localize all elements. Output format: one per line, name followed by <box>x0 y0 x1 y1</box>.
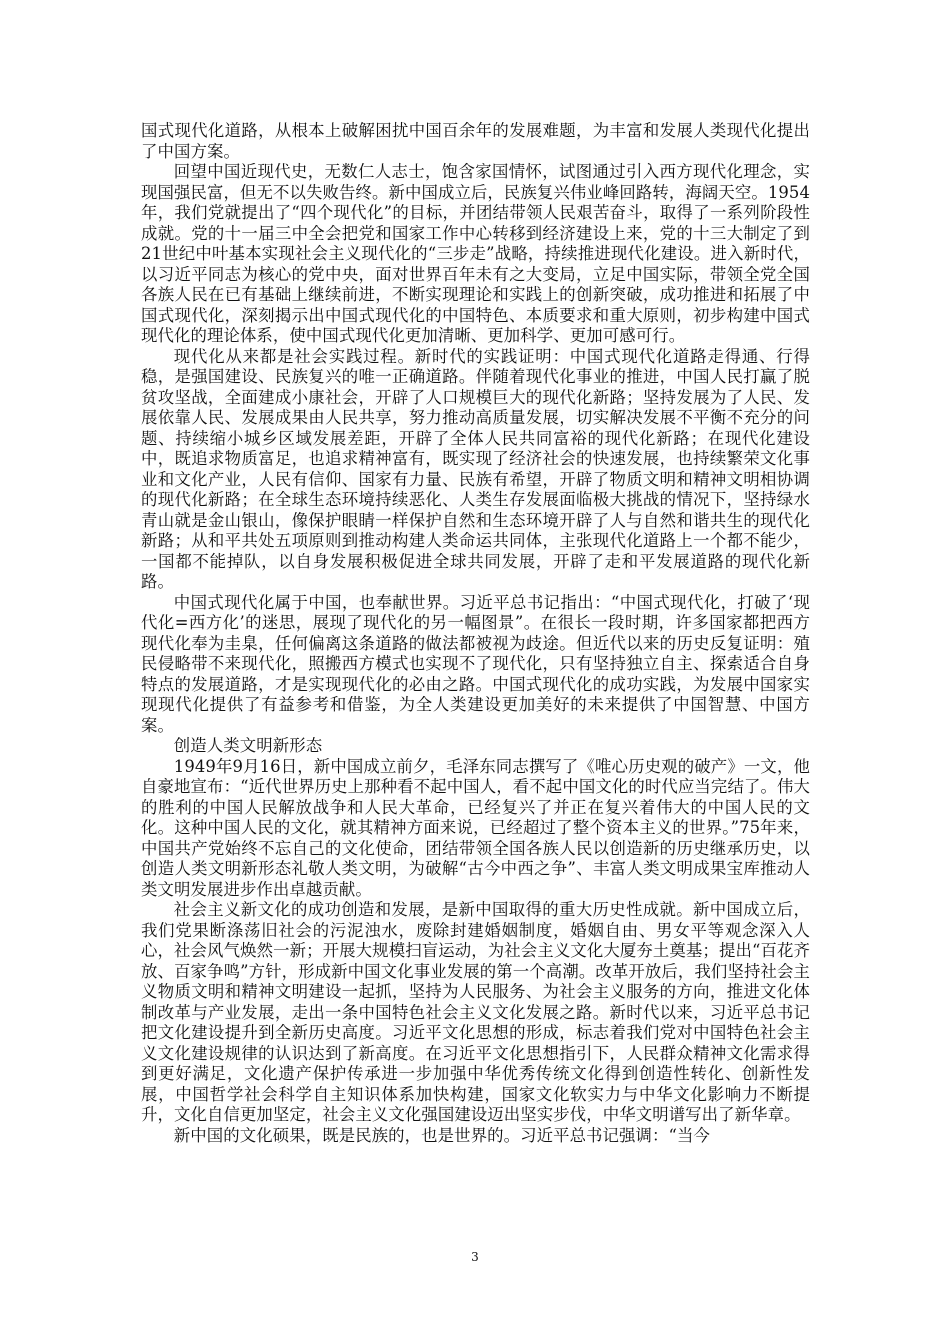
paragraph-modernization-history: 回望中国近现代史，无数仁人志士，饱含家国情怀，试图通过引入西方现代化理念，实现国强民富，但无不以失败告终。新中国成立后，民族复兴伟业峰回路转，海阔天空。1954年，我们党就提出了“四个现代化”的目标，并团结带领人民艰苦奋斗，取得了一系列阶段性成就。党的十一届三中全会把党和国家工作中心转移到经济建设上来，党的十三大制定了到21世纪中叶基本实现社会主义现代化的“三步走”战略，持续推进现代化建设。进入新时代，以习近平同志为核心的党中央，面对世界百年未有之大变局，立足中国实际，带领全党全国各族人民在已有基础上继续前进，不断实现理论和实践上的创新突破，成功推进和拓展了中国式现代化，深刻揭示出中国式现代化的中国特色、本质要求和重大原则，初步构建中国式现代化的理论体系，使中国式现代化更加清晰、更加科学、更加可感可行。 <box>141 162 810 345</box>
paragraph-cultural-achievements: 新中国的文化硕果，既是民族的，也是世界的。习近平总书记强调：“当今 <box>173 1125 710 1145</box>
paragraph-social-practice: 现代化从来都是社会实践过程。新时代的实践证明：中国式现代化道路走得通、行得稳，是强国建设、民族复兴的唯一正确道路。伴随着现代化事业的推进，中国人民打赢了脱贫攻坚战，全面建成小康社会，开辟了人口规模巨大的现代化新路；坚持发展为了人民、发展依靠人民、发展成果由人民共享，努力推动高质量发展，切实解决发展不平衡不充分的问题、持续缩小城乡区域发展差距，开辟了全体人民共同富裕的现代化新路；在现代化建设中，既追求物质富足，也追求精神富有，既实现了经济社会的快速发展，也持续繁荣文化事业和文化产业，人民有信仰、国家有力量、民族有希望，开辟了物质文明和精神文明相协调的现代化新路；在全球生态环境持续恶化、人类生存发展面临极大挑战的情况下，坚持绿水青山就是金山银山，像保护眼睛一样保护自然和生态环境开辟了人与自然和谐共生的现代化新路；从和平共处五项原则到推动构建人类命运共同体，主张现代化道路上一个都不能少，一国都不能掉队，以自身发展积极促进全球共同发展，开辟了走和平发展道路的现代化新路。 <box>141 346 810 591</box>
continuation-paragraph: 国式现代化道路，从根本上破解困扰中国百余年的发展难题，为丰富和发展人类现代化提出了中国方案。 <box>141 121 810 161</box>
page-number: 3 <box>471 1250 479 1264</box>
section-heading: 创造人类文明新形态 <box>173 736 323 755</box>
document-body <box>141 121 810 1146</box>
paragraph-world-contribution: 中国式现代化属于中国，也奉献世界。习近平总书记指出：“中国式现代化，打破了‘现代化=西方化’的迷思，展现了现代化的另一幅图景”。在很长一段时期，许多国家都把西方现代化奉为圭臬，任何偏离这条道路的做法都被视为歧途。但近代以来的历史反复证明：殖民侵略带不来现代化，照搬西方模式也实现不了现代化，只有坚持独立自主、探索适合自身特点的发展道路，才是实现现代化的必由之路。中国式现代化的成功实践，为发展中国家实现现代化提供了有益参考和借鉴，为全人类建设更加美好的未来提供了中国智慧、中国方案。 <box>141 592 810 735</box>
paragraph-socialist-culture: 社会主义新文化的成功创造和发展，是新中国取得的重大历史性成就。新中国成立后，我们党果断涤荡旧社会的污泥浊水，废除封建婚姻制度，婚姻自由、男女平等观念深入人心，社会风气焕然一新；开展大规模扫盲运动，为社会主义文化大厦夯土奠基；提出“百花齐放、百家争鸣”方针，形成新中国文化事业发展的第一个高潮。改革开放后，我们坚持社会主义物质文明和精神文明建设一起抓，坚持为人民服务、为社会主义服务的方向，推进文化体制改革与产业发展，走出一条中国特色社会主义文化发展之路。新时代以来，习近平总书记把文化建设提升到全新历史高度。习近平文化思想的形成，标志着我们党对中国特色社会主义文化建设规律的认识达到了新高度。在习近平文化思想指引下，人民群众精神文化需求得到更好满足，文化遗产保护传承进一步加强中华优秀传统文化得到创造性转化、创新性发展，中国哲学社会科学自主知识体系加快构建，国家文化软实力与中华文化影响力不断提升，文化自信更加坚定，社会主义文化强国建设迈出坚实步伐，中华文明谱写出了新华章。 <box>141 900 810 1124</box>
paragraph-mao-article: 1949年9月16日，新中国成立前夕，毛泽东同志撰写了《唯心历史观的破产》一文，他自豪地宣布：“近代世界历史上那种看不起中国人，看不起中国文化的时代应当完结了。伟大的胜利的中国人民解放战争和人民大革命，已经复兴了并正在复兴着伟大的中国人民的文化。这种中国人民的文化，就其精神方面来说，已经超过了整个资本主义的世界。”75年来，中国共产党始终不忘自己的文化使命，团结带领全国各族人民以创造新的历史继承历史，以创造人类文明新形态礼敬人类文明，为破解“古今中西之争”、丰富人类文明成果宝库推动人类文明发展进步作出卓越贡献。 <box>141 756 810 899</box>
